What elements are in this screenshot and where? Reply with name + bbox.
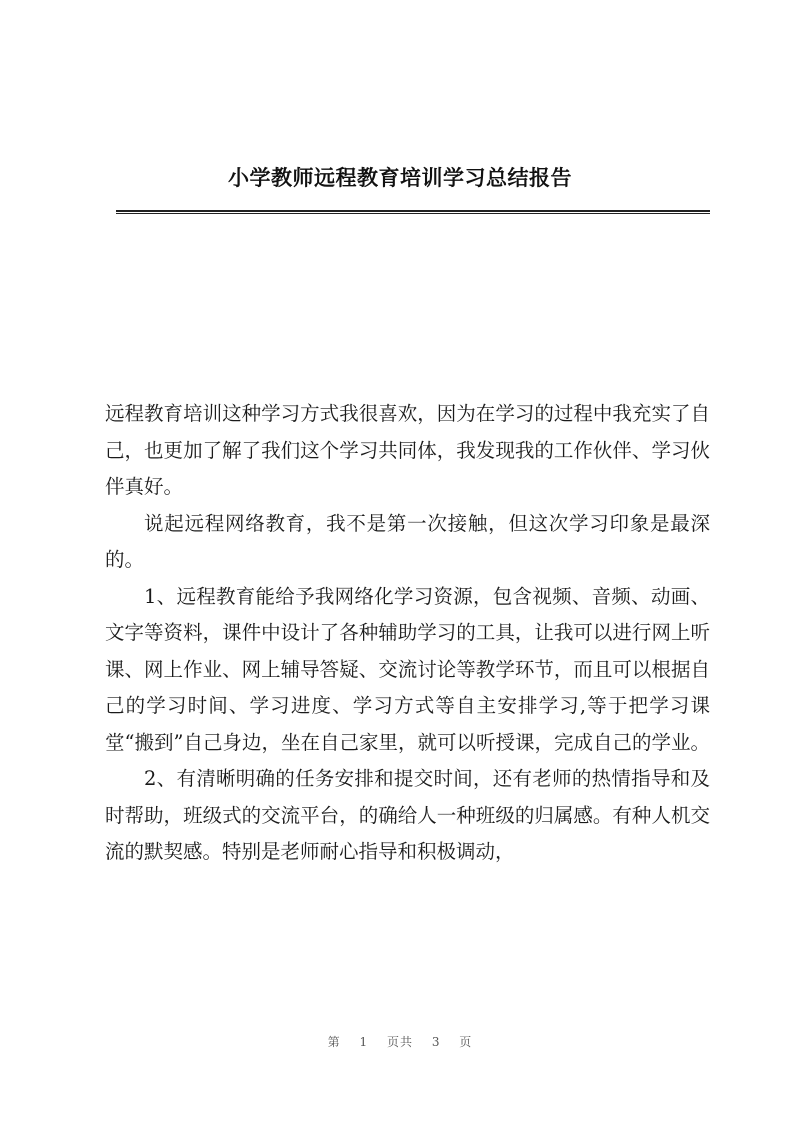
footer-prefix: 第 [327, 1035, 341, 1049]
footer-suffix: 页 [459, 1035, 473, 1049]
footer-current-page: 1 [359, 1035, 369, 1049]
document-body [105, 396, 710, 871]
document-title: 小学教师远程教育培训学习总结报告 [228, 165, 572, 190]
footer-mid: 页共 [386, 1035, 413, 1049]
title-divider [116, 210, 710, 214]
paragraph-network-education: 说起远程网络教育，我不是第一次接触，但这次学习印象是最深的。 [105, 511, 710, 571]
footer-total-pages: 3 [431, 1035, 441, 1049]
paragraph-point-2: 2、有清晰明确的任务安排和提交时间，还有老师的热情指导和及时帮助，班级式的交流平台，的确给人一种班级的归属感。有种人机交流的默契感。特别是老师耐心指导和积极调动， [105, 767, 710, 863]
paragraph-intro: 远程教育培训这种学习方式我很喜欢，因为在学习的过程中我充实了自己，也更加了解了我们这个学习共同体，我发现我的工作伙伴、学习伙伴真好。 [105, 402, 710, 498]
paragraph-point-1: 1、远程教育能给予我网络化学习资源，包含视频、音频、动画、文字等资料，课件中设计了各种辅助学习的工具，让我可以进行网上听课、网上作业、网上辅导答疑、交流讨论等教学环节，而且可以根据自己的学习时间、学习进度、学习方式等自主安排学习,等于把学习课堂“搬到”自己身边，坐在自己家里，就可以听授课，完成自己的学业。 [105, 584, 710, 754]
page-footer [0, 1033, 800, 1050]
